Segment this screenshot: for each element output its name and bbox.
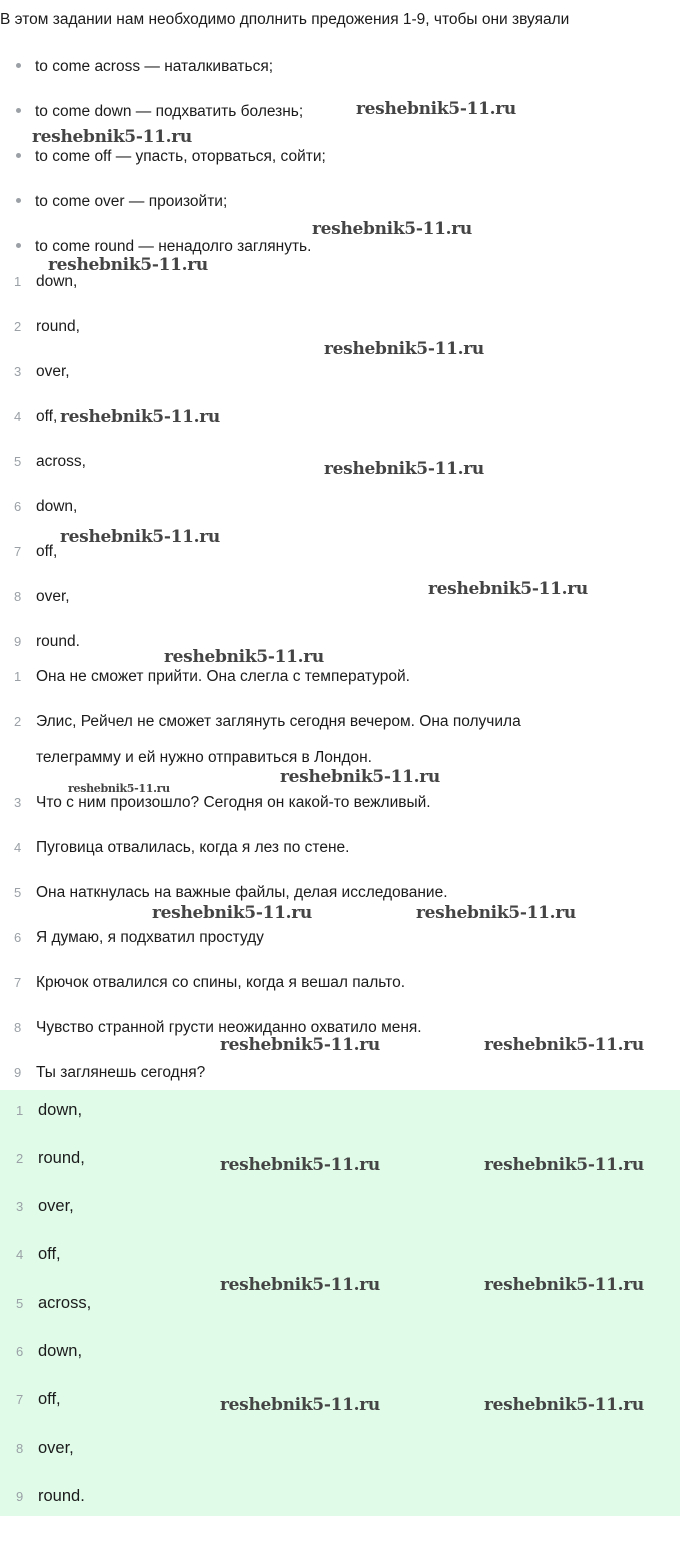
definition-item — [16, 102, 303, 122]
final-answer-item — [16, 1148, 85, 1169]
watermark: reshebnik5-11.ru — [280, 767, 440, 787]
translation-text: Элис, Рейчел не сможет заглянуть сегодня вечером. Она получила — [36, 713, 521, 730]
item-number: 1 — [14, 669, 22, 684]
answer-item — [14, 362, 70, 382]
translation-item — [14, 838, 349, 858]
translation-item-continuation — [14, 748, 372, 768]
final-answer-item — [16, 1389, 61, 1410]
item-number: 7 — [16, 1392, 24, 1407]
item-number: 1 — [16, 1103, 24, 1118]
definition-text: to come over — произойти; — [35, 193, 228, 210]
watermark: reshebnik5-11.ru — [152, 903, 312, 923]
item-number: 3 — [14, 795, 22, 810]
watermark: reshebnik5-11.ru — [164, 647, 324, 667]
translation-item — [14, 667, 410, 687]
answer-text: off, — [38, 1245, 61, 1263]
watermark: reshebnik5-11.ru — [68, 782, 170, 795]
final-answer-item — [16, 1244, 61, 1265]
answer-text: round. — [38, 1487, 85, 1505]
definition-text: to come down — подхватить болезнь; — [35, 103, 304, 120]
translation-text: Чувство странной грусти неожиданно охватило меня. — [36, 1019, 422, 1036]
final-answer-item — [16, 1486, 85, 1507]
answer-text: down, — [36, 273, 78, 290]
translation-item — [14, 973, 405, 993]
watermark: reshebnik5-11.ru — [220, 1035, 380, 1055]
item-number: 6 — [14, 930, 22, 945]
watermark: reshebnik5-11.ru — [428, 579, 588, 599]
item-number: 8 — [14, 589, 22, 604]
watermark: reshebnik5-11.ru — [484, 1275, 644, 1295]
answer-item — [14, 497, 77, 517]
final-answer-item — [16, 1293, 91, 1314]
definition-item — [16, 57, 273, 77]
watermark: reshebnik5-11.ru — [324, 339, 484, 359]
answer-box — [0, 1090, 680, 1516]
item-number: 8 — [14, 1020, 22, 1035]
answer-item — [14, 407, 57, 427]
final-answer-item — [16, 1100, 82, 1121]
answer-item — [14, 317, 80, 337]
translation-text: Пуговица отвалилась, когда я лез по стене. — [36, 839, 350, 856]
translation-item — [14, 928, 264, 948]
translation-text: Я думаю, я подхватил простуду — [36, 929, 264, 946]
answer-item — [14, 272, 77, 292]
item-number: 5 — [14, 454, 22, 469]
definition-item — [16, 147, 326, 167]
watermark: reshebnik5-11.ru — [32, 127, 192, 147]
item-number: 5 — [14, 885, 22, 900]
translation-item — [14, 1063, 205, 1083]
final-answer-item — [16, 1438, 74, 1459]
definition-text: to come off — упасть, оторваться, сойти; — [35, 148, 326, 165]
watermark: reshebnik5-11.ru — [60, 527, 220, 547]
item-number: 2 — [16, 1151, 24, 1166]
watermark: reshebnik5-11.ru — [484, 1155, 644, 1175]
definition-text: to come round — ненадолго заглянуть. — [35, 238, 312, 255]
answer-text: across, — [38, 1294, 92, 1312]
item-number: 9 — [16, 1489, 24, 1504]
definition-text: to come across — наталкиваться; — [35, 58, 274, 75]
translation-text: телеграмму и ей нужно отправиться в Лондон. — [36, 749, 372, 766]
translation-text: Она не сможет прийти. Она слегла с температурой. — [36, 668, 410, 685]
watermark: reshebnik5-11.ru — [484, 1395, 644, 1415]
answer-text: off, — [36, 408, 58, 425]
bullet-icon — [16, 243, 21, 248]
bullet-icon — [16, 198, 21, 203]
item-number: 4 — [16, 1247, 24, 1262]
translation-item — [14, 883, 448, 903]
item-number: 2 — [14, 319, 22, 334]
watermark: reshebnik5-11.ru — [220, 1275, 380, 1295]
item-number: 3 — [14, 364, 22, 379]
definition-item — [16, 192, 227, 212]
item-number: 6 — [16, 1344, 24, 1359]
item-number: 9 — [14, 634, 22, 649]
answer-text: over, — [38, 1197, 74, 1215]
watermark: reshebnik5-11.ru — [60, 407, 220, 427]
watermark: reshebnik5-11.ru — [324, 459, 484, 479]
item-number: 9 — [14, 1065, 22, 1080]
answer-text: off, — [38, 1390, 61, 1408]
item-number: 8 — [16, 1441, 24, 1456]
answer-text: round. — [36, 633, 80, 650]
item-number: 6 — [14, 499, 22, 514]
answer-text: down, — [38, 1342, 83, 1360]
watermark: reshebnik5-11.ru — [220, 1155, 380, 1175]
translation-item — [14, 712, 521, 732]
definition-item — [16, 237, 311, 257]
watermark: reshebnik5-11.ru — [484, 1035, 644, 1055]
answer-text: round, — [38, 1149, 85, 1167]
item-number: 3 — [16, 1199, 24, 1214]
answer-text: off, — [36, 543, 58, 560]
answer-text: round, — [36, 318, 80, 335]
answer-text: across, — [36, 453, 86, 470]
bullet-icon — [16, 63, 21, 68]
watermark: reshebnik5-11.ru — [48, 255, 208, 275]
answer-item — [14, 632, 80, 652]
watermark: reshebnik5-11.ru — [356, 99, 516, 119]
answer-item — [14, 452, 86, 472]
watermark: reshebnik5-11.ru — [220, 1395, 380, 1415]
answer-item — [14, 542, 57, 562]
final-answer-item — [16, 1196, 74, 1217]
answer-item — [14, 587, 70, 607]
watermark: reshebnik5-11.ru — [312, 219, 472, 239]
item-number: 4 — [14, 409, 22, 424]
item-number: 4 — [14, 840, 22, 855]
translation-text: Она наткнулась на важные файлы, делая исследование. — [36, 884, 448, 901]
item-number: 7 — [14, 975, 22, 990]
answer-text: over, — [36, 588, 70, 605]
translation-text: Что с ним произошло? Сегодня он какой-то вежливый. — [36, 794, 431, 811]
item-number: 7 — [14, 544, 22, 559]
intro-text: В этом задании нам необходимо дполнить предожения 1-9, чтобы они звуяали — [0, 11, 570, 28]
bullet-icon — [16, 108, 21, 113]
item-number: 2 — [14, 714, 22, 729]
bullet-icon — [16, 153, 21, 158]
answer-text: down, — [36, 498, 78, 515]
watermark: reshebnik5-11.ru — [416, 903, 576, 923]
translation-text: Ты заглянешь сегодня? — [36, 1064, 206, 1081]
answer-text: down, — [38, 1101, 83, 1119]
final-answer-item — [16, 1341, 82, 1362]
item-number: 5 — [16, 1296, 24, 1311]
answer-text: over, — [36, 363, 70, 380]
translation-text: Крючок отвалился со спины, когда я вешал пальто. — [36, 974, 406, 991]
translation-item — [14, 793, 431, 813]
item-number: 1 — [14, 274, 22, 289]
answer-text: over, — [38, 1439, 74, 1457]
